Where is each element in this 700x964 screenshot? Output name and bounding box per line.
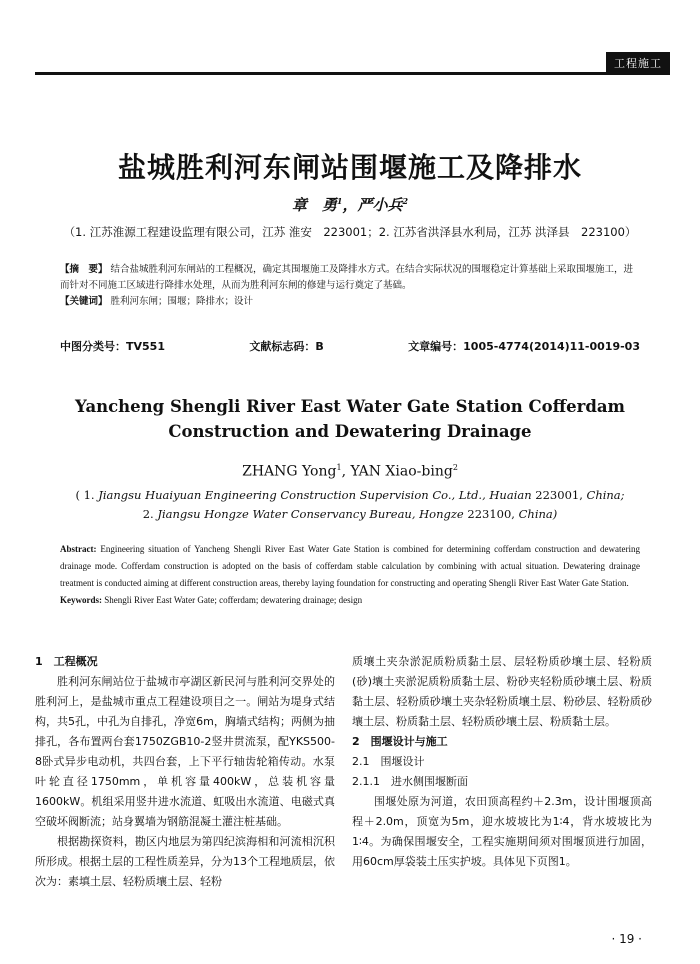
affil-en-l2-pre: 2. [142, 507, 158, 521]
author-1-cn: 章 勇 [291, 196, 337, 214]
author-1-cn-sup: 1 [336, 196, 343, 206]
keywords-cn-label: 【关键词】 [60, 296, 108, 307]
abstract-cn-body [60, 262, 640, 294]
page-number: · 19 · [611, 932, 642, 946]
doc-code: 文献标志码：B [249, 340, 324, 353]
abstract-en-text: Engineering situation of Yancheng Shengli River East Water Gate Station is combined for determining cofferdam construction and dewatering drainage mode. Cofferdam construction is adopted on the basis of cofferdam stable calculation by combining with actual situation. Dewatering drainage treatment is conducted aiming at different construction areas, thereby laying foundation for constructing and operating Shengli River East Water Gate Station. [60, 544, 640, 588]
affiliation-en [0, 486, 700, 524]
author-2-en-sup: 2 [452, 463, 458, 472]
affil-en-l2: Jiangsu Hongze Water Conservancy Bureau, Hongze [157, 507, 464, 521]
affiliation-cn: （1. 江苏淮源工程建设监理有限公司，江苏 淮安 223001；2. 江苏省洪泽县水利局，江苏 洪泽县 223100） [63, 225, 637, 239]
affil-en-l1-post: 223001, [531, 488, 587, 502]
keywords-en [60, 592, 640, 609]
keywords-cn [60, 294, 640, 310]
abstract-cn-label: 【摘 要】 [60, 264, 108, 275]
authors-en [0, 463, 700, 480]
author-1-en: ZHANG Yong [242, 463, 337, 480]
author-1-en-sup: 1 [336, 463, 342, 472]
abstract-en [60, 541, 640, 609]
affil-en-l2-post: 223100, [463, 507, 519, 521]
body-paragraph-3: 质壤土夹杂淤泥质粉质黏土层、层轻粉质砂壤土层、轻粉质(砂)壤土夹淤泥质粉质黏土层、粉砂夹轻粉质砂壤土层、粉质黏土层、轻粉质砂壤土夹杂轻粉质壤土层、粉砂层、轻粉质砂壤土层、粉质黏土层、轻粉质砂壤土层、粉质黏土层。 [352, 655, 652, 728]
keywords-cn-text: 胜利河东闸；围堰；降排水；设计 [110, 296, 254, 307]
section-2-1-1-heading: 2.1.1 进水侧围堰断面 [352, 775, 468, 788]
author-sep-cn: ， [342, 196, 358, 214]
authors-cn [0, 194, 700, 215]
author-2-cn-sup: 2 [402, 196, 409, 206]
body-paragraph-1: 胜利河东闸站位于盐城市亭湖区新民河与胜利河交界处的胜利河上，是盐城市重点工程建设项目之一。闸站为堤身式结构，共5孔，中孔为自排孔，净宽6m，胸墙式结构；两侧为抽排孔，各布置两台套1750ZGB10-2竖井贯流泵，配YKS500-8卧式异步电动机，共四台套，上下平行轴齿轮箱传动。水泵叶轮直径1750mm，单机容量400kW，总装机容量1600kW。机组采用竖井进水流道、虹吸出水流道、电磁式真空破坏阀断流；站身翼墙为钢筋混凝土灌注桩基础。 [35, 675, 335, 828]
abstract-cn [60, 262, 640, 310]
header-rule [35, 72, 670, 75]
body-paragraph-2: 根据勘探资料，勘区内地层为第四纪滨海相和河流相沉积所形成。根据土层的工程性质差异，分为13个工程地质层，依次为：素填土层、轻粉质壤土层、轻粉 [35, 835, 335, 888]
keywords-en-label: Keywords: [60, 595, 102, 605]
title-en: Yancheng Shengli River East Water Gate Station Cofferdam Construction and Dewatering Drainage [74, 397, 626, 441]
author-2-cn: 严小兵 [357, 196, 403, 214]
abstract-en-body [60, 541, 640, 592]
abstract-cn-text: 结合盐城胜利河东闸站的工程概况，确定其围堰施工及降排水方式。在结合实际状况的围堰稳定计算基础上采取围堰施工，进而针对不同施工区域进行降排水处理，从而为胜利河东闸的修建与运行奠定了基础。 [60, 264, 634, 291]
author-2-en: YAN Xiao-bing [350, 463, 453, 480]
affiliation-en-line-2 [0, 505, 700, 524]
affil-en-l1-pre: ( 1. [75, 488, 99, 502]
keywords-en-text: Shengli River East Water Gate; cofferdam; dewatering drainage; design [104, 595, 363, 605]
body-column-left [35, 652, 335, 892]
author-sep-en: , [341, 463, 351, 480]
title-cn: 盐城胜利河东闸站围堰施工及降排水 [117, 151, 582, 184]
body-paragraph-4: 围堰处原为河道，农田顶高程约＋2.3m，设计围堰顶高程＋2.0m，顶宽为5m，迎水坡坡比为1∶4，背水坡坡比为1∶4。为确保围堰安全，工程实施期间须对围堰顶进行加固，用60cm厚袋装土压实护坡。具体见下页图1。 [352, 795, 652, 868]
affiliation-en-line-1 [0, 486, 700, 505]
article-number: 文章编号：1005-4774(2014)11-0019-03 [408, 340, 640, 353]
abstract-en-label: Abstract: [60, 544, 97, 554]
affil-en-l2-end: China) [518, 507, 558, 521]
section-tag: 工程施工 [606, 52, 670, 74]
affil-en-l1: Jiangsu Huaiyuan Engineering Construction Supervision Co., Ltd., Huaian [98, 488, 532, 502]
affil-en-l1-end: China; [586, 488, 625, 502]
body-column-right [352, 652, 652, 872]
section-1-heading: 1 工程概况 [35, 655, 98, 668]
section-2-heading: 2 围堰设计与施工 [352, 735, 448, 748]
classification-row [60, 338, 640, 354]
section-2-1-heading: 2.1 围堰设计 [352, 755, 425, 768]
clc-number: 中图分类号：TV551 [60, 340, 165, 353]
